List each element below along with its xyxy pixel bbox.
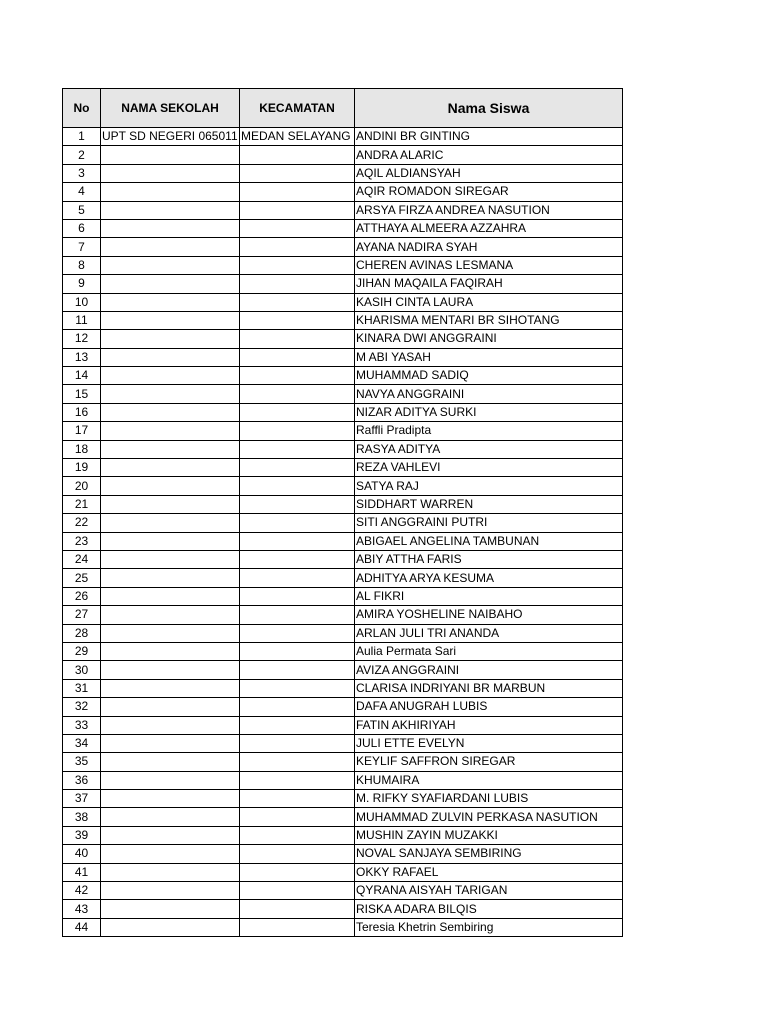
cell-nama-siswa: RASYA ADITYA <box>355 440 623 458</box>
table-row <box>63 753 623 771</box>
cell-kecamatan <box>240 164 355 182</box>
cell-nama-sekolah <box>101 716 240 734</box>
cell-nama-sekolah <box>101 256 240 274</box>
cell-nama-siswa: REZA VAHLEVI <box>355 459 623 477</box>
cell-kecamatan <box>240 882 355 900</box>
cell-nama-sekolah <box>101 587 240 605</box>
cell-nama-sekolah <box>101 661 240 679</box>
table-row <box>63 900 623 918</box>
cell-kecamatan <box>240 808 355 826</box>
cell-nama-sekolah: UPT SD NEGERI 065011 <box>101 128 240 146</box>
cell-nama-siswa: NIZAR ADITYA SURKI <box>355 403 623 421</box>
cell-nama-sekolah <box>101 219 240 237</box>
table-row <box>63 826 623 844</box>
cell-nama-sekolah <box>101 385 240 403</box>
cell-no: 34 <box>63 734 101 752</box>
cell-no: 11 <box>63 311 101 329</box>
cell-nama-siswa: MUSHIN ZAYIN MUZAKKI <box>355 826 623 844</box>
table-row <box>63 459 623 477</box>
cell-nama-siswa: M. RIFKY SYAFIARDANI LUBIS <box>355 790 623 808</box>
cell-no: 21 <box>63 495 101 513</box>
cell-no: 25 <box>63 569 101 587</box>
cell-kecamatan <box>240 477 355 495</box>
cell-nama-siswa: CHEREN AVINAS LESMANA <box>355 256 623 274</box>
cell-kecamatan <box>240 385 355 403</box>
cell-no: 14 <box>63 367 101 385</box>
cell-kecamatan <box>240 679 355 697</box>
table-row <box>63 918 623 936</box>
cell-nama-siswa: JIHAN MAQAILA FAQIRAH <box>355 275 623 293</box>
cell-kecamatan <box>240 826 355 844</box>
table-row <box>63 256 623 274</box>
cell-nama-sekolah <box>101 808 240 826</box>
cell-kecamatan <box>240 790 355 808</box>
cell-no: 28 <box>63 624 101 642</box>
cell-kecamatan <box>240 183 355 201</box>
table-row <box>63 532 623 550</box>
cell-nama-siswa: AVIZA ANGGRAINI <box>355 661 623 679</box>
cell-nama-sekolah <box>101 900 240 918</box>
cell-nama-sekolah <box>101 311 240 329</box>
cell-nama-sekolah <box>101 275 240 293</box>
cell-nama-siswa: ANDRA ALARIC <box>355 146 623 164</box>
cell-no: 1 <box>63 128 101 146</box>
cell-kecamatan <box>240 698 355 716</box>
cell-nama-sekolah <box>101 238 240 256</box>
table-row <box>63 790 623 808</box>
cell-no: 23 <box>63 532 101 550</box>
cell-nama-sekolah <box>101 845 240 863</box>
cell-no: 8 <box>63 256 101 274</box>
table-row <box>63 367 623 385</box>
table-row <box>63 734 623 752</box>
cell-nama-sekolah <box>101 550 240 568</box>
table-row <box>63 882 623 900</box>
cell-nama-siswa: NAVYA ANGGRAINI <box>355 385 623 403</box>
cell-nama-siswa: AMIRA YOSHELINE NAIBAHO <box>355 606 623 624</box>
table-row <box>63 348 623 366</box>
cell-nama-sekolah <box>101 514 240 532</box>
table-row <box>63 863 623 881</box>
table-row <box>63 403 623 421</box>
cell-kecamatan <box>240 845 355 863</box>
cell-no: 31 <box>63 679 101 697</box>
cell-nama-siswa: Raffli Pradipta <box>355 422 623 440</box>
table-row <box>63 219 623 237</box>
table-row <box>63 164 623 182</box>
table-row <box>63 514 623 532</box>
cell-kecamatan <box>240 716 355 734</box>
cell-nama-siswa: AYANA NADIRA SYAH <box>355 238 623 256</box>
table-row <box>63 716 623 734</box>
cell-nama-siswa: SIDDHART WARREN <box>355 495 623 513</box>
cell-no: 26 <box>63 587 101 605</box>
cell-nama-sekolah <box>101 734 240 752</box>
cell-no: 13 <box>63 348 101 366</box>
cell-nama-siswa: AQIL ALDIANSYAH <box>355 164 623 182</box>
table-body <box>63 128 623 937</box>
cell-kecamatan <box>240 275 355 293</box>
cell-nama-siswa: NOVAL SANJAYA SEMBIRING <box>355 845 623 863</box>
table-row <box>63 293 623 311</box>
column-header-nama-sekolah: NAMA SEKOLAH <box>101 89 240 128</box>
cell-no: 4 <box>63 183 101 201</box>
cell-nama-sekolah <box>101 183 240 201</box>
cell-no: 20 <box>63 477 101 495</box>
table-row <box>63 477 623 495</box>
cell-nama-siswa: AQIR ROMADON SIREGAR <box>355 183 623 201</box>
table-row <box>63 698 623 716</box>
cell-kecamatan <box>240 440 355 458</box>
cell-kecamatan <box>240 219 355 237</box>
cell-nama-sekolah <box>101 679 240 697</box>
cell-nama-siswa: DAFA ANUGRAH LUBIS <box>355 698 623 716</box>
cell-kecamatan <box>240 606 355 624</box>
cell-no: 9 <box>63 275 101 293</box>
cell-nama-sekolah <box>101 569 240 587</box>
table-row <box>63 238 623 256</box>
cell-nama-sekolah <box>101 201 240 219</box>
cell-nama-siswa: Teresia Khetrin Sembiring <box>355 918 623 936</box>
cell-kecamatan <box>240 900 355 918</box>
cell-kecamatan <box>240 771 355 789</box>
cell-nama-sekolah <box>101 826 240 844</box>
cell-nama-siswa: KASIH CINTA LAURA <box>355 293 623 311</box>
cell-nama-sekolah <box>101 753 240 771</box>
cell-no: 17 <box>63 422 101 440</box>
cell-nama-siswa: ATTHAYA ALMEERA AZZAHRA <box>355 219 623 237</box>
table-row <box>63 422 623 440</box>
student-roster-table <box>62 88 623 937</box>
cell-kecamatan <box>240 587 355 605</box>
cell-nama-sekolah <box>101 293 240 311</box>
cell-nama-sekolah <box>101 495 240 513</box>
cell-nama-sekolah <box>101 422 240 440</box>
cell-no: 5 <box>63 201 101 219</box>
table-row <box>63 550 623 568</box>
table-row <box>63 661 623 679</box>
cell-kecamatan <box>240 734 355 752</box>
table-row <box>63 183 623 201</box>
cell-no: 3 <box>63 164 101 182</box>
cell-no: 18 <box>63 440 101 458</box>
cell-no: 33 <box>63 716 101 734</box>
cell-no: 24 <box>63 550 101 568</box>
cell-no: 7 <box>63 238 101 256</box>
cell-kecamatan <box>240 367 355 385</box>
cell-no: 6 <box>63 219 101 237</box>
cell-no: 22 <box>63 514 101 532</box>
cell-nama-sekolah <box>101 367 240 385</box>
column-header-nama-siswa: Nama Siswa <box>355 89 623 128</box>
cell-nama-sekolah <box>101 790 240 808</box>
cell-nama-sekolah <box>101 698 240 716</box>
cell-kecamatan <box>240 863 355 881</box>
cell-kecamatan <box>240 459 355 477</box>
table-row <box>63 771 623 789</box>
cell-nama-siswa: CLARISA INDRIYANI BR MARBUN <box>355 679 623 697</box>
cell-nama-siswa: MUHAMMAD SADIQ <box>355 367 623 385</box>
cell-kecamatan <box>240 293 355 311</box>
cell-kecamatan <box>240 256 355 274</box>
table-row <box>63 679 623 697</box>
cell-no: 36 <box>63 771 101 789</box>
table-row <box>63 845 623 863</box>
cell-nama-siswa: SITI ANGGRAINI PUTRI <box>355 514 623 532</box>
cell-nama-siswa: JULI ETTE EVELYN <box>355 734 623 752</box>
cell-nama-siswa: RISKA ADARA BILQIS <box>355 900 623 918</box>
cell-kecamatan <box>240 238 355 256</box>
table-row <box>63 311 623 329</box>
cell-nama-sekolah <box>101 403 240 421</box>
cell-nama-siswa: KHARISMA MENTARI BR SIHOTANG <box>355 311 623 329</box>
cell-no: 15 <box>63 385 101 403</box>
cell-no: 38 <box>63 808 101 826</box>
cell-kecamatan <box>240 403 355 421</box>
cell-nama-siswa: MUHAMMAD ZULVIN PERKASA NASUTION <box>355 808 623 826</box>
table-row <box>63 808 623 826</box>
cell-nama-sekolah <box>101 330 240 348</box>
cell-no: 27 <box>63 606 101 624</box>
table-row <box>63 146 623 164</box>
cell-kecamatan <box>240 330 355 348</box>
cell-nama-sekolah <box>101 882 240 900</box>
cell-kecamatan <box>240 642 355 660</box>
cell-nama-sekolah <box>101 459 240 477</box>
cell-no: 41 <box>63 863 101 881</box>
cell-kecamatan <box>240 514 355 532</box>
cell-no: 10 <box>63 293 101 311</box>
cell-no: 2 <box>63 146 101 164</box>
cell-nama-siswa: QYRANA AISYAH TARIGAN <box>355 882 623 900</box>
table-row <box>63 587 623 605</box>
cell-kecamatan <box>240 918 355 936</box>
cell-nama-siswa: ARLAN JULI TRI ANANDA <box>355 624 623 642</box>
cell-nama-sekolah <box>101 606 240 624</box>
cell-nama-sekolah <box>101 164 240 182</box>
cell-nama-sekolah <box>101 532 240 550</box>
table-row <box>63 606 623 624</box>
header-row <box>63 89 623 128</box>
cell-kecamatan <box>240 753 355 771</box>
cell-nama-sekolah <box>101 863 240 881</box>
cell-kecamatan <box>240 532 355 550</box>
cell-nama-siswa: Aulia Permata Sari <box>355 642 623 660</box>
cell-nama-sekolah <box>101 477 240 495</box>
cell-no: 44 <box>63 918 101 936</box>
cell-nama-siswa: ADHITYA ARYA KESUMA <box>355 569 623 587</box>
cell-no: 30 <box>63 661 101 679</box>
table-row <box>63 385 623 403</box>
cell-nama-sekolah <box>101 146 240 164</box>
cell-no: 37 <box>63 790 101 808</box>
cell-no: 42 <box>63 882 101 900</box>
cell-kecamatan <box>240 495 355 513</box>
cell-no: 39 <box>63 826 101 844</box>
cell-no: 29 <box>63 642 101 660</box>
cell-nama-sekolah <box>101 642 240 660</box>
cell-nama-siswa: ABIGAEL ANGELINA TAMBUNAN <box>355 532 623 550</box>
cell-kecamatan <box>240 146 355 164</box>
table-row <box>63 275 623 293</box>
cell-no: 43 <box>63 900 101 918</box>
cell-nama-sekolah <box>101 348 240 366</box>
table-row <box>63 624 623 642</box>
cell-kecamatan <box>240 201 355 219</box>
cell-kecamatan <box>240 311 355 329</box>
table-row <box>63 569 623 587</box>
table-row <box>63 642 623 660</box>
cell-nama-siswa: KHUMAIRA <box>355 771 623 789</box>
cell-nama-sekolah <box>101 624 240 642</box>
table-row <box>63 128 623 146</box>
cell-no: 35 <box>63 753 101 771</box>
cell-no: 12 <box>63 330 101 348</box>
cell-nama-sekolah <box>101 918 240 936</box>
cell-kecamatan <box>240 348 355 366</box>
cell-kecamatan <box>240 569 355 587</box>
cell-no: 32 <box>63 698 101 716</box>
table-row <box>63 495 623 513</box>
cell-nama-sekolah <box>101 771 240 789</box>
table-row <box>63 330 623 348</box>
cell-nama-siswa: AL FIKRI <box>355 587 623 605</box>
table-row <box>63 440 623 458</box>
cell-nama-siswa: ARSYA FIRZA ANDREA NASUTION <box>355 201 623 219</box>
cell-nama-siswa: KINARA DWI ANGGRAINI <box>355 330 623 348</box>
cell-kecamatan <box>240 661 355 679</box>
cell-no: 16 <box>63 403 101 421</box>
cell-nama-siswa: SATYA RAJ <box>355 477 623 495</box>
cell-nama-siswa: M ABI YASAH <box>355 348 623 366</box>
cell-nama-siswa: ANDINI BR GINTING <box>355 128 623 146</box>
table-row <box>63 201 623 219</box>
cell-kecamatan <box>240 550 355 568</box>
cell-nama-siswa: OKKY RAFAEL <box>355 863 623 881</box>
cell-no: 40 <box>63 845 101 863</box>
cell-nama-sekolah <box>101 440 240 458</box>
column-header-kecamatan: KECAMATAN <box>240 89 355 128</box>
column-header-no: No <box>63 89 101 128</box>
cell-no: 19 <box>63 459 101 477</box>
cell-nama-siswa: FATIN AKHIRIYAH <box>355 716 623 734</box>
cell-kecamatan <box>240 422 355 440</box>
cell-kecamatan: MEDAN SELAYANG <box>240 128 355 146</box>
table-header <box>63 89 623 128</box>
cell-kecamatan <box>240 624 355 642</box>
cell-nama-siswa: KEYLIF SAFFRON SIREGAR <box>355 753 623 771</box>
cell-nama-siswa: ABIY ATTHA FARIS <box>355 550 623 568</box>
